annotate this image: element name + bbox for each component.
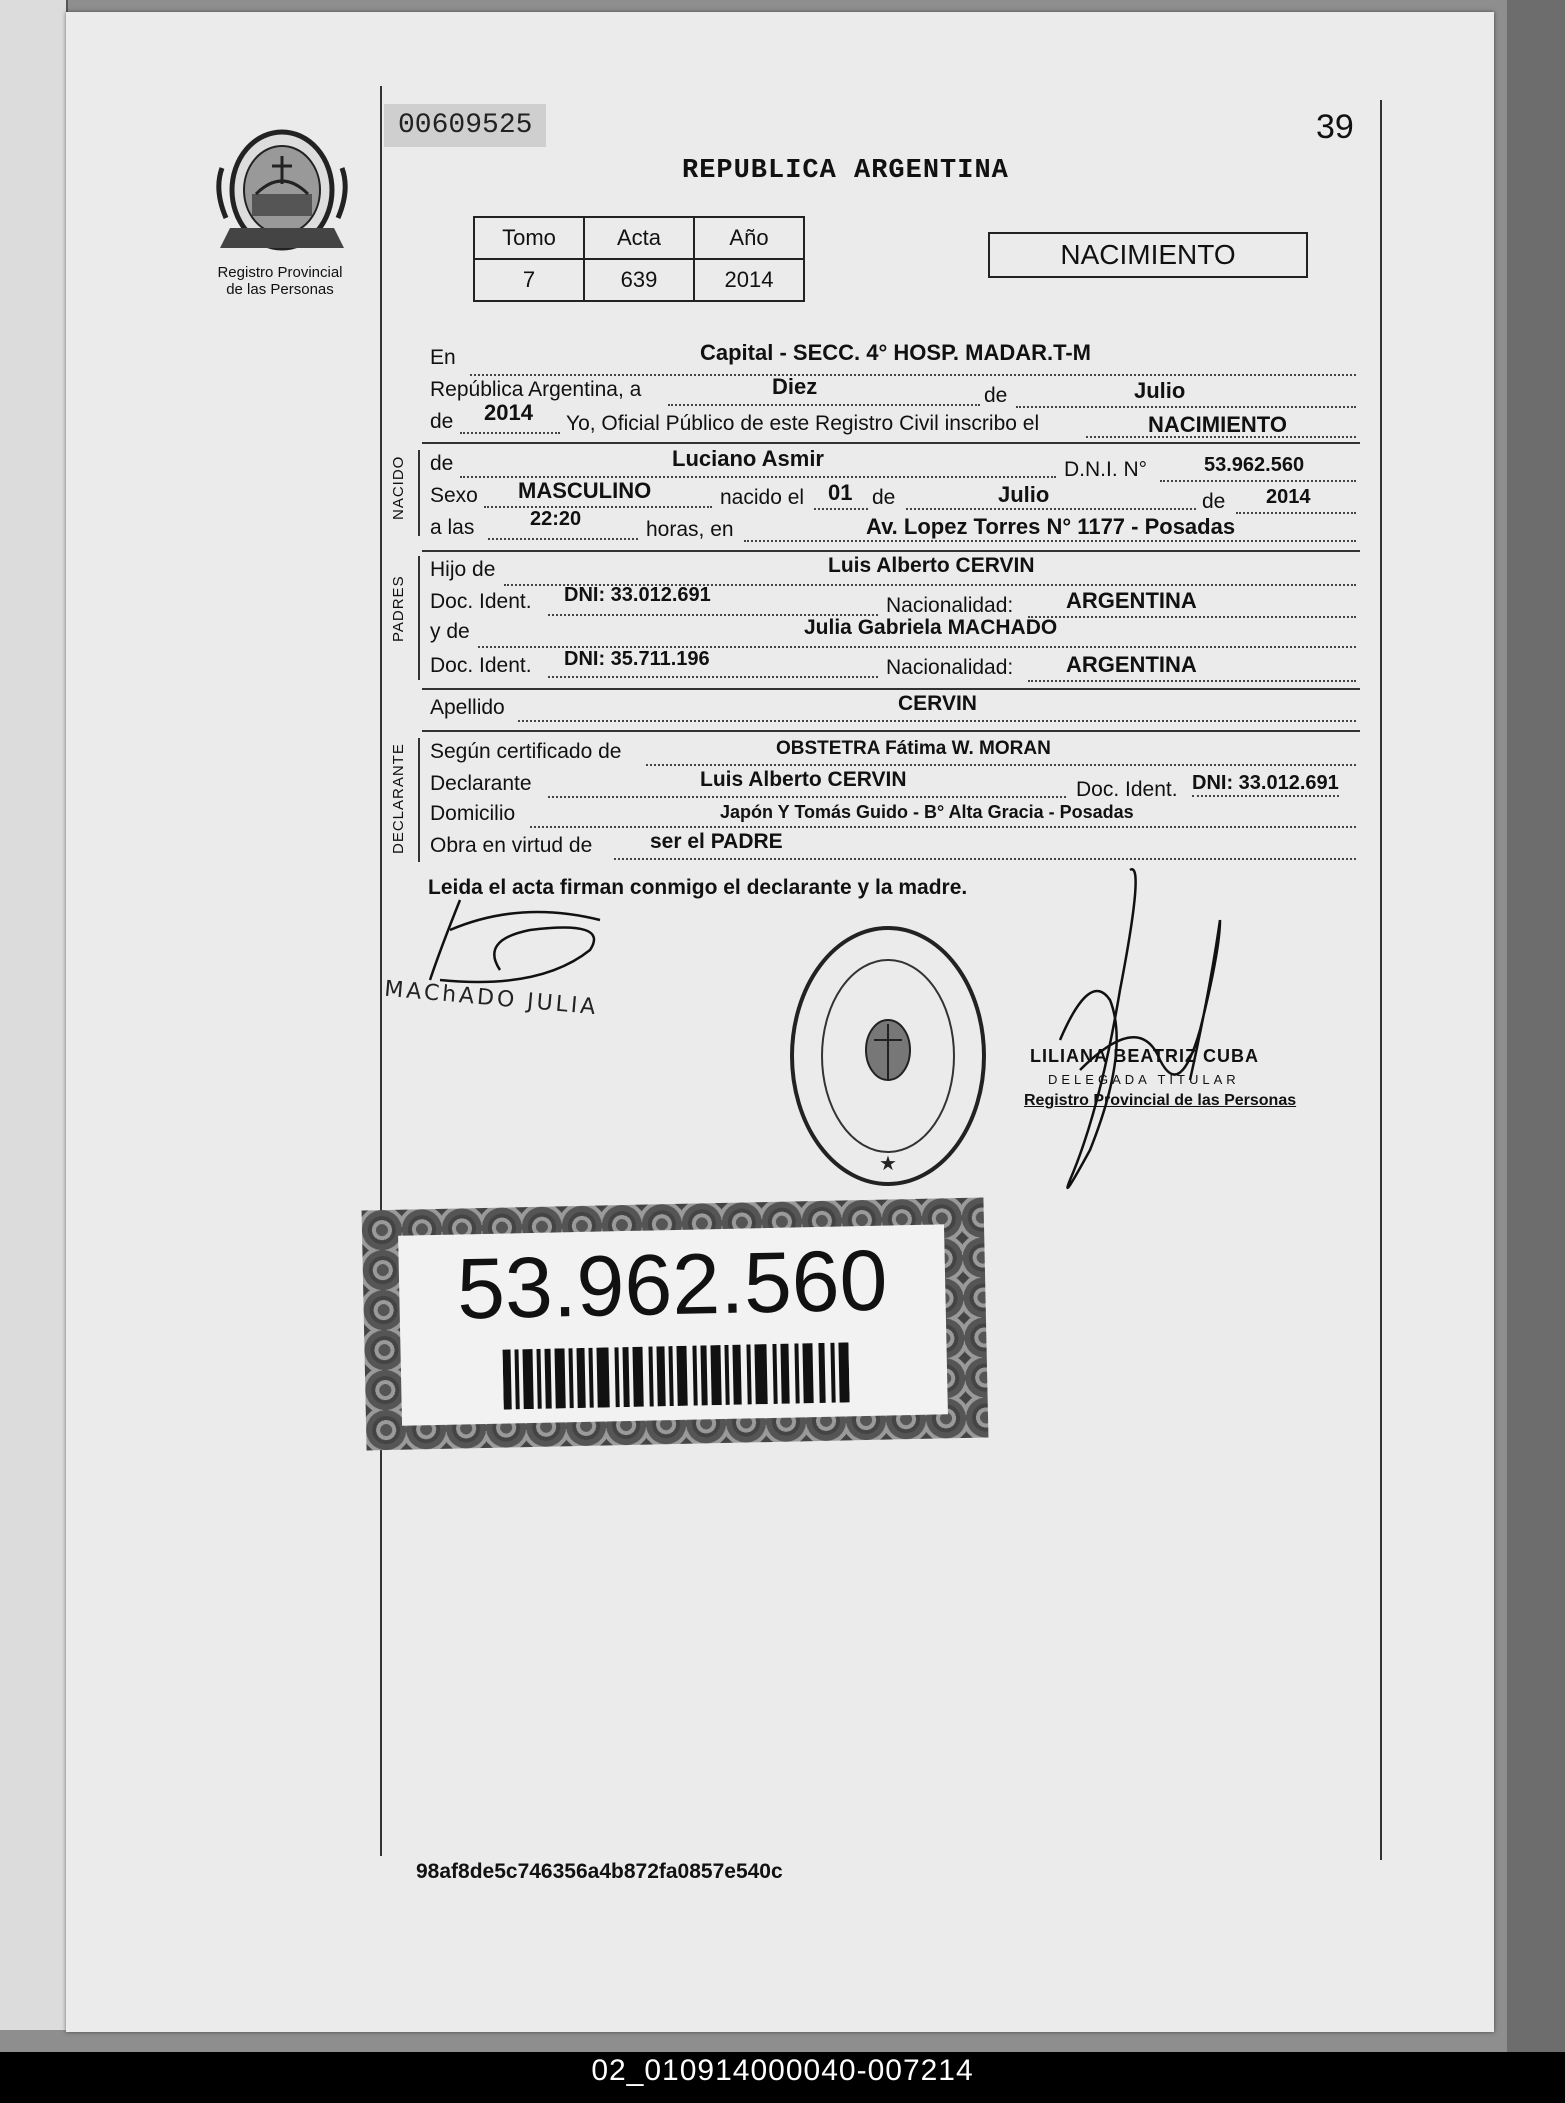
table-cell: 7 <box>474 259 584 301</box>
father-doc: DNI: 33.012.691 <box>564 584 711 606</box>
official-signature <box>1050 850 1250 1210</box>
child-dni: 53.962.560 <box>1204 454 1305 476</box>
birth-month: Julio <box>998 482 1050 507</box>
inscribo-value: NACIMIENTO <box>1148 412 1287 437</box>
mother-name: Julia Gabriela MACHADO <box>804 616 1058 639</box>
barcode-icon <box>502 1342 849 1409</box>
certificado-label: Según certificado de <box>430 740 622 763</box>
document-hash: 98af8de5c746356a4b872fa0857e540c <box>416 1860 783 1883</box>
birth-place: Av. Lopez Torres N° 1177 - Posadas <box>866 514 1236 539</box>
dotted-line <box>1028 680 1356 682</box>
hijo-label: Hijo de <box>430 558 496 581</box>
registry-seal-stamp <box>786 920 990 1192</box>
registry-label: Registro Provincial de las Personas <box>217 264 343 298</box>
dotted-line <box>1236 512 1356 514</box>
dotted-line <box>470 374 1356 376</box>
section-divider <box>422 442 1360 444</box>
dotted-line <box>1028 616 1356 618</box>
dotted-line <box>530 826 1356 828</box>
document-title: REPUBLICA ARGENTINA <box>682 156 1009 186</box>
page-number: 39 <box>1316 108 1354 146</box>
declarante-value: Luis Alberto CERVIN <box>700 768 907 791</box>
birth-time: 22:20 <box>530 508 582 530</box>
month-value: Julio <box>1134 378 1186 403</box>
dotted-line <box>1160 480 1356 482</box>
birth-year: 2014 <box>1266 486 1311 508</box>
y-de-label: y de <box>430 620 470 643</box>
act-type-box: NACIMIENTO <box>988 232 1308 278</box>
dotted-line <box>744 540 1356 542</box>
apellido-value: CERVIN <box>898 692 977 715</box>
nacido-el-label: nacido el <box>720 486 805 509</box>
dotted-line <box>518 720 1356 722</box>
official-office: Registro Provincial de las Personas <box>1024 1092 1297 1109</box>
section-bar <box>418 738 420 862</box>
nacido-section-label: NACIDO <box>390 455 407 520</box>
table-cell: 2014 <box>694 259 804 301</box>
apellido-label: Apellido <box>430 696 505 719</box>
table-cell: 639 <box>584 259 694 301</box>
dni-label: D.N.I. N° <box>1064 458 1148 481</box>
table-header: Año <box>694 217 804 259</box>
dotted-line <box>646 764 1356 766</box>
official-role: DELEGADA TITULAR <box>1048 1072 1240 1087</box>
doc-label: Doc. Ident. <box>1076 778 1178 801</box>
day-value: Diez <box>772 374 818 399</box>
en-label: En <box>430 346 456 369</box>
year-value: 2014 <box>484 400 533 425</box>
birth-de2-label: de <box>1202 490 1226 513</box>
de-label: de <box>984 384 1008 407</box>
de-label: de <box>430 410 454 433</box>
dotted-line <box>460 432 560 434</box>
republica-label: República Argentina, a <box>430 378 642 401</box>
sticker-label-area <box>398 1224 948 1425</box>
declarante-section-label: DECLARANTE <box>390 743 407 854</box>
mother-handwritten-name: MAChADO JULIA <box>383 976 600 1021</box>
father-name: Luis Alberto CERVIN <box>828 554 1035 577</box>
scanner-background <box>1507 0 1565 2052</box>
province-logo <box>212 128 352 263</box>
horas-label: horas, en <box>646 518 734 541</box>
mother-nationality: ARGENTINA <box>1066 652 1197 677</box>
closing-statement: Leida el acta firman conmigo el declarante y la madre. <box>428 876 968 899</box>
section-bar <box>418 450 420 536</box>
svg-text:★: ★ <box>879 1153 897 1175</box>
sexo-value: MASCULINO <box>518 478 652 503</box>
dotted-line <box>488 538 638 540</box>
doc-label: Doc. Ident. <box>430 590 532 613</box>
dotted-line <box>668 404 980 406</box>
section-bar <box>418 556 420 680</box>
section-divider <box>422 688 1360 690</box>
misiones-crest-icon <box>212 128 352 258</box>
sticker-dni-number: 53.962.560 <box>456 1232 889 1338</box>
sexo-label: Sexo <box>430 484 478 507</box>
father-nationality: ARGENTINA <box>1066 588 1197 613</box>
obra-label: Obra en virtud de <box>430 834 593 857</box>
official-name: LILIANA BEATRIZ CUBA <box>1030 1046 1259 1066</box>
declarante-label: Declarante <box>430 772 532 795</box>
mother-doc: DNI: 35.711.196 <box>564 648 710 670</box>
table-header: Acta <box>584 217 694 259</box>
dotted-line <box>814 508 868 510</box>
doc-label: Doc. Ident. <box>430 654 532 677</box>
adjacent-sheet <box>0 0 68 2030</box>
section-divider <box>422 730 1360 732</box>
serial-number: 00609525 <box>384 104 546 147</box>
de-label: de <box>430 452 454 475</box>
registry-table <box>473 216 805 302</box>
nacionalidad-label: Nacionalidad: <box>886 656 1014 679</box>
a-las-label: a las <box>430 516 475 539</box>
child-name: Luciano Asmir <box>672 446 824 471</box>
obra-value: ser el PADRE <box>650 830 783 853</box>
padres-section-label: PADRES <box>390 575 407 642</box>
certificado-value: OBSTETRA Fátima W. MORAN <box>776 738 1051 759</box>
scan-id: 02_010914000040-007214 <box>591 2054 974 2087</box>
dotted-line <box>1016 406 1356 408</box>
section-divider <box>422 550 1360 552</box>
dotted-line <box>906 508 1196 510</box>
birth-day: 01 <box>828 480 853 505</box>
dotted-line <box>548 676 878 678</box>
table-header: Tomo <box>474 217 584 259</box>
en-value: Capital - SECC. 4° HOSP. MADAR.T-M <box>700 340 1091 365</box>
dotted-line <box>484 506 712 508</box>
declarante-doc: DNI: 33.012.691 <box>1192 772 1339 797</box>
nacionalidad-label: Nacionalidad: <box>886 594 1014 617</box>
dni-barcode-sticker <box>362 1198 989 1451</box>
domicilio-value: Japón Y Tomás Guido - B° Alta Gracia - Posadas <box>720 802 1134 822</box>
birth-certificate-page <box>66 12 1494 2032</box>
right-margin-line <box>1380 100 1382 1860</box>
dotted-line <box>548 796 1066 798</box>
left-margin-line <box>380 86 382 1856</box>
birth-de-label: de <box>872 486 896 509</box>
domicilio-label: Domicilio <box>430 802 516 825</box>
inscribo-text: Yo, Oficial Público de este Registro Civil inscribo el <box>566 412 1040 435</box>
